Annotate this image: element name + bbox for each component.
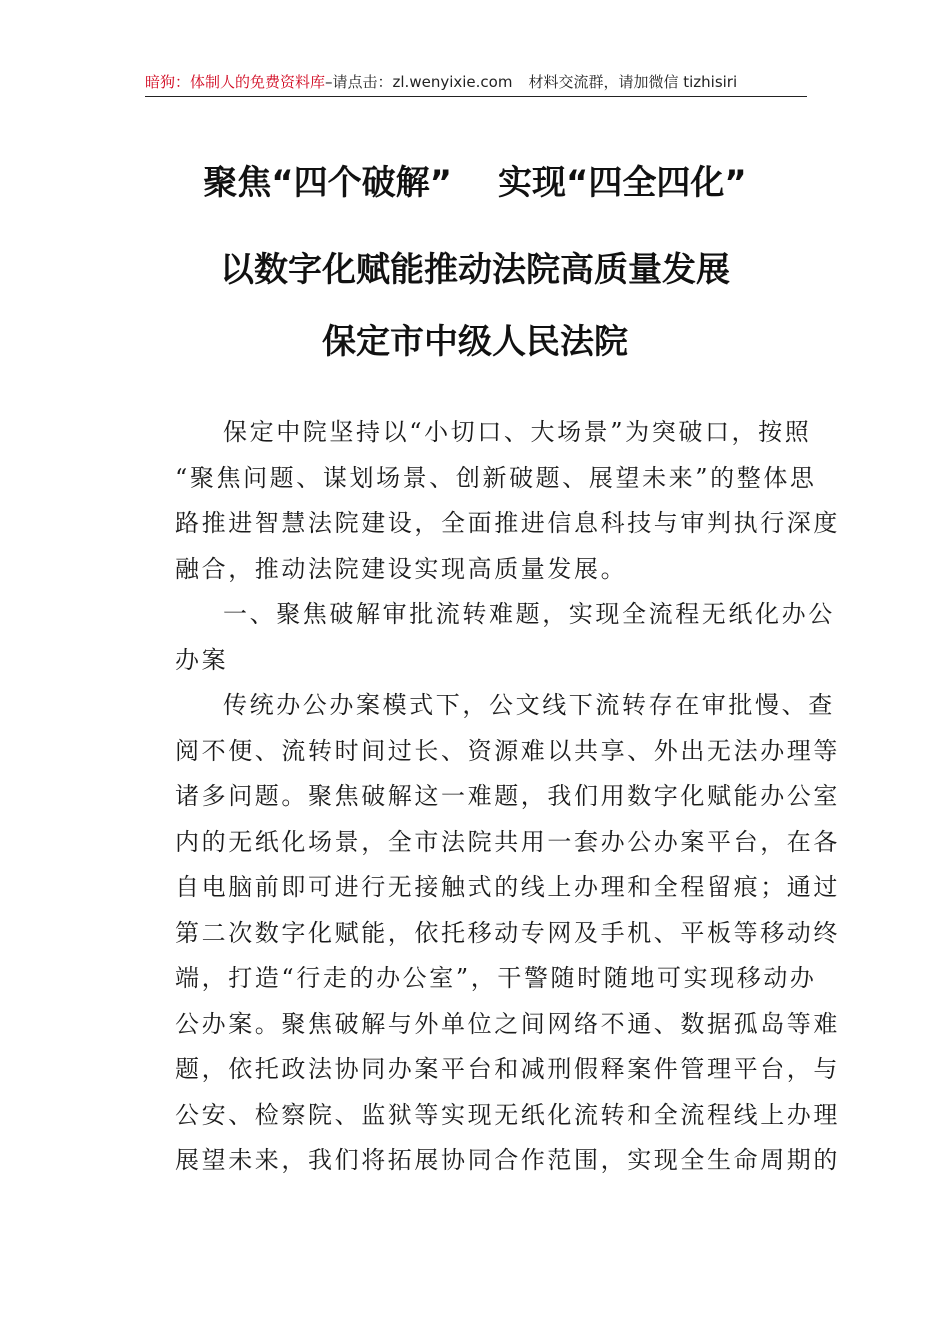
- text-line: “聚焦问题、谋划场景、创新破题、展望未来”的整体思: [175, 463, 817, 492]
- text-line: 第二次数字化赋能，依托移动专网及手机、平板等移动终: [175, 918, 840, 947]
- text-line: 传统办公办案模式下，公文线下流转存在审批慢、查: [223, 691, 835, 719]
- text-line: 保定中院坚持以“小切口、大场景”为突破口，按照: [223, 418, 812, 446]
- title-line-2: 以数字化赋能推动法院高质量发展: [220, 250, 730, 290]
- text-line: 展望未来，我们将拓展协同合作范围，实现全生命周期的: [175, 1146, 840, 1174]
- title-line-1a: 聚焦“四个破解”: [203, 163, 452, 203]
- header-site-name: 暗狗：体制人的免费资料库: [145, 73, 326, 91]
- text-line: 公办案。聚焦破解与外单位之间网络不通、数据孤岛等难: [175, 1009, 840, 1038]
- text-line: 内的无纸化场景，全市法院共用一套办公办案平台，在各: [175, 827, 840, 856]
- text-line: 路推进智慧法院建设，全面推进信息科技与审判执行深度: [175, 509, 840, 537]
- paragraph-intro: [175, 410, 840, 592]
- text-line: 自电脑前即可进行无接触式的线上办理和全程留痕；通过: [175, 873, 840, 901]
- text-line: 题，依托政法协同办案平台和减刑假释案件管理平台，与: [175, 1055, 840, 1083]
- header-link[interactable]: –请点击：zl.wenyixie.com: [325, 73, 513, 91]
- text-line: 一、聚焦破解审批流转难题，实现全流程无纸化办公: [223, 600, 835, 628]
- text-line: 公安、检察院、监狱等实现无纸化流转和全流程线上办理: [175, 1100, 840, 1129]
- header-wechat-note: 材料交流群，请加微信 tizhisiri: [528, 73, 738, 91]
- text-line: 诸多问题。聚焦破解这一难题，我们用数字化赋能办公室: [175, 782, 840, 810]
- text-line: 端，打造“行走的办公室”，干警随时随地可实现移动办: [175, 964, 817, 992]
- page-header: [145, 68, 807, 97]
- text-line: 办案: [175, 645, 229, 674]
- paragraph-body: [175, 683, 840, 1184]
- title-line-1: [0, 163, 950, 203]
- section-heading-1: [175, 592, 835, 683]
- title-line-1b: 实现“四全四化”: [498, 163, 747, 203]
- text-line: 阅不便、流转时间过长、资源难以共享、外出无法办理等: [175, 736, 840, 765]
- text-line: 融合，推动法院建设实现高质量发展。: [175, 554, 628, 583]
- author-line: 保定市中级人民法院: [322, 322, 628, 362]
